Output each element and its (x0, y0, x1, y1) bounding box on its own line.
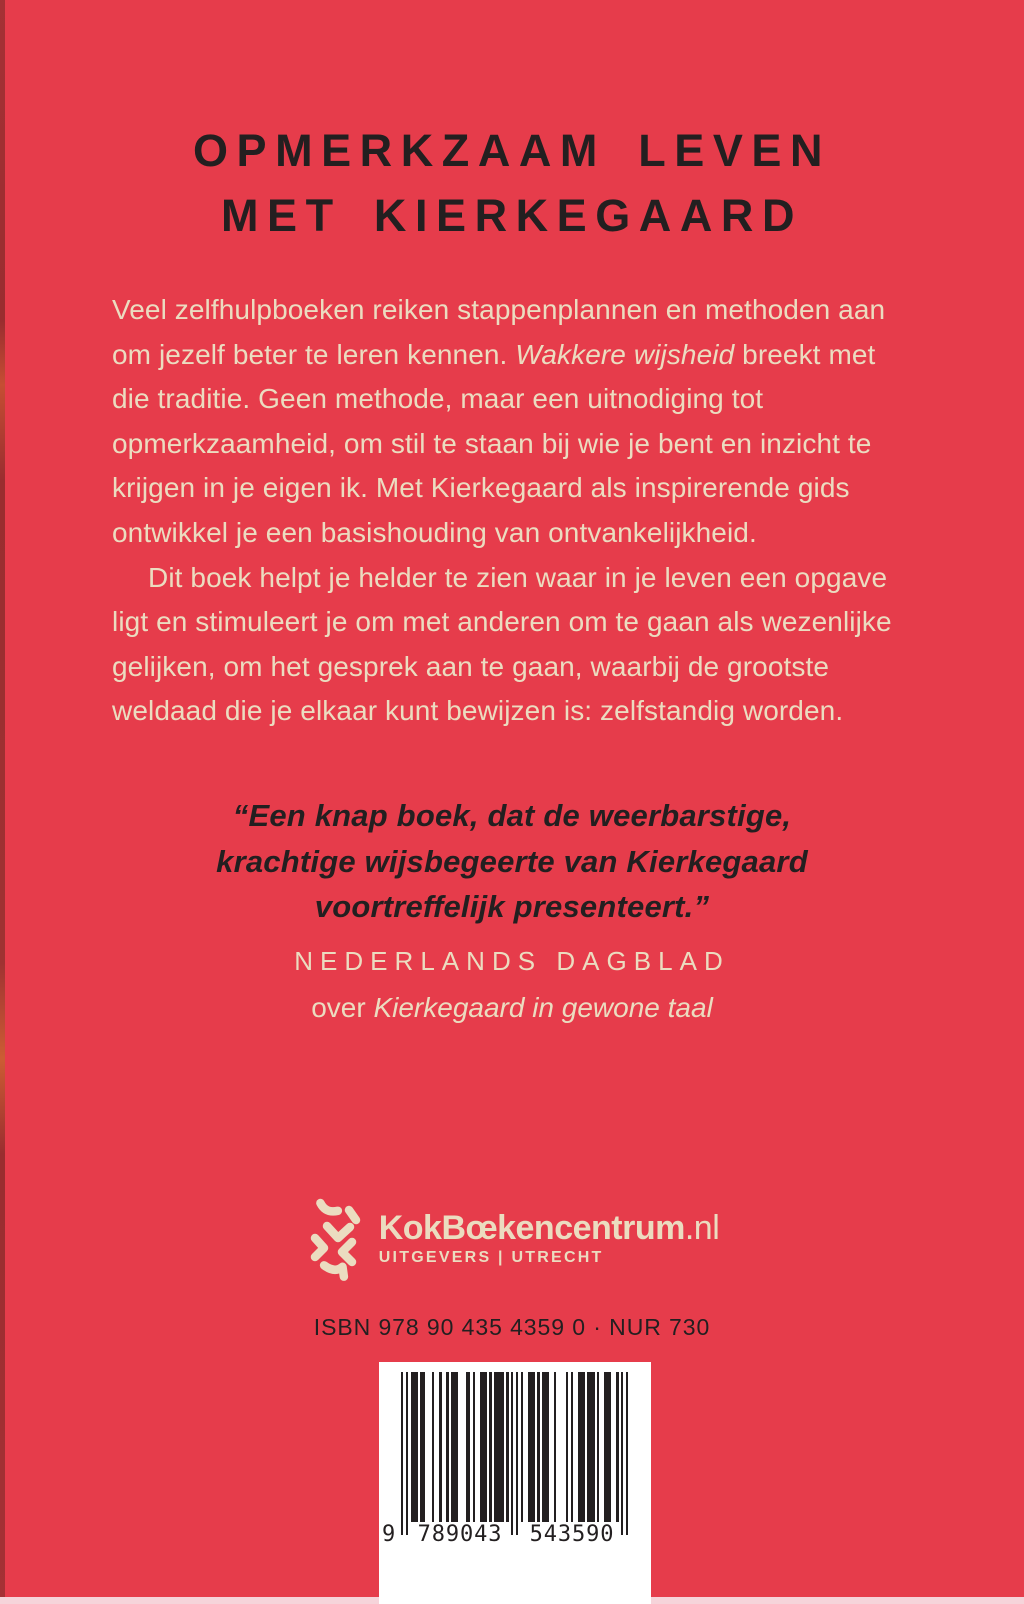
review-work-title: Kierkegaard in gewone taal (373, 992, 713, 1023)
synopsis-p1-pre: Veel zelfhulpboeken reiken stappenplannen en methoden aan om jezelf beter te leren kennen. (112, 294, 886, 370)
isbn-text: ISBN 978 90 435 4359 0 · NUR 730 (313, 1314, 711, 1340)
barcode-module (626, 1372, 628, 1535)
synopsis (112, 288, 918, 734)
publisher-tagline: UITGEVERS | UTRECHT (378, 1249, 604, 1266)
review-source: NEDERLANDS DAGBLAD (294, 946, 730, 976)
synopsis-paragraph-1 (112, 288, 918, 556)
publisher-brand-name: KokBœkencentrum (378, 1209, 685, 1247)
review-quote-line1: “Een knap boek, dat de weerbarstige, (232, 798, 792, 833)
review-quote (0, 793, 1024, 930)
synopsis-p1-book-title: Wakkere wijsheid (515, 338, 735, 370)
synopsis-paragraph-2: Dit boek helpt je helder te zien waar in je leven een opgave ligt en stimuleert je om met anderen om te gaan als wezenlijke gelijken, om het gesprek aan te gaan, waarbij de grootste weldaad die je elkaar kunt bewijzen is: zelfstandig worden. (112, 561, 892, 727)
review-work-reference (0, 992, 1024, 1024)
barcode-digits-right: 543590 (529, 1522, 615, 1547)
publisher-brand (379, 1210, 720, 1246)
barcode-panel (379, 1362, 651, 1604)
book-title-line1: OPMERKZAAM LEVEN (192, 125, 832, 176)
barcode-bars (401, 1372, 629, 1535)
barcode-digit-first: 9 (382, 1522, 396, 1547)
publisher-brand-suffix: .nl (684, 1209, 720, 1247)
book-title (0, 118, 1024, 248)
chevron-asterisk-icon (305, 1196, 363, 1282)
publisher-logo (0, 1196, 1024, 1282)
book-title-line2: MET KIERKEGAARD (220, 190, 803, 241)
publisher-text (379, 1210, 720, 1268)
barcode-digits-left: 789043 (417, 1522, 503, 1547)
review-work-pre: over (311, 992, 374, 1023)
barcode (382, 1372, 629, 1547)
barcode-digits (382, 1520, 629, 1547)
review-quote-line3: voortreffelijk presenteert.” (314, 889, 710, 924)
synopsis-p1-post: breekt met die traditie. Geen methode, maar een uitnodiging tot opmerkzaamheid, om stil te staan bij wie je bent en inzicht te krijgen in je eigen ik. Met Kierkegaard als inspirerende gids ontwikkel je een basishouding van ontvankelijkheid. (112, 338, 876, 548)
review-quote-line2: krachtige wijsbegeerte van Kierkegaard (216, 843, 808, 879)
